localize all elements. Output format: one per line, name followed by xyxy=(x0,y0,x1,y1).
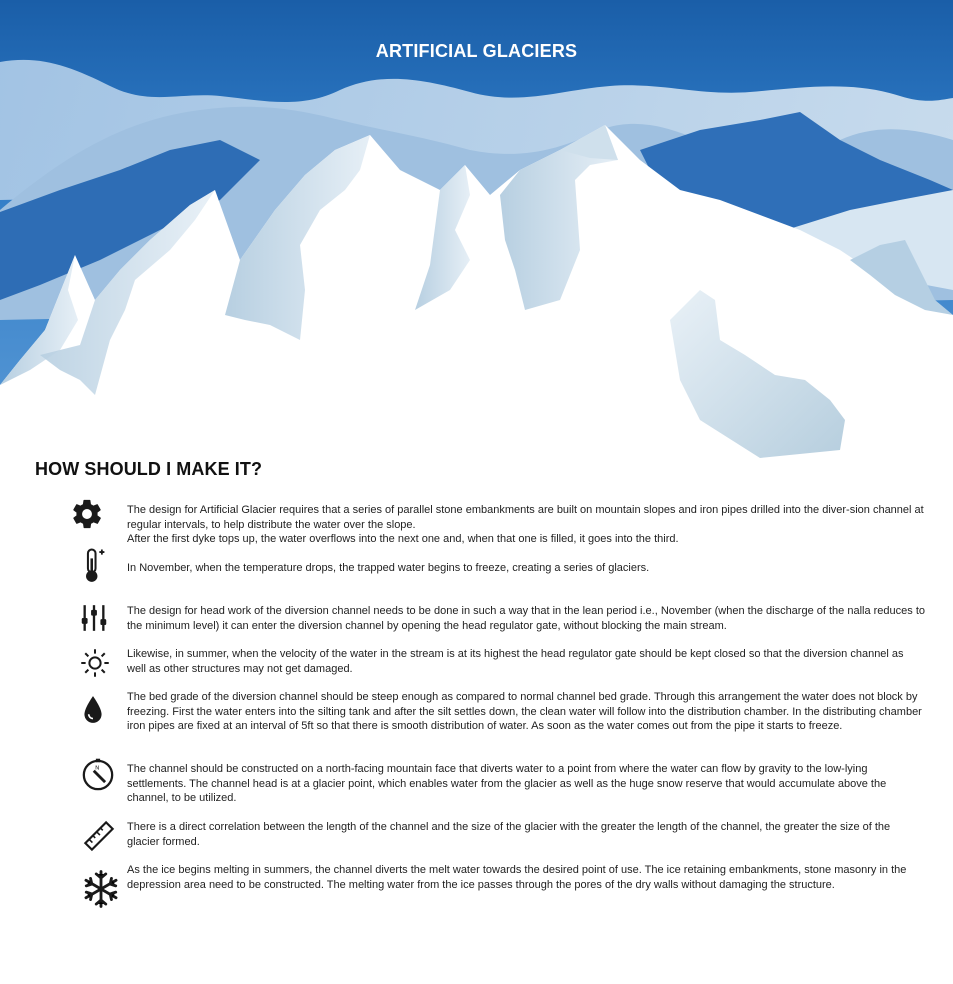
step-text xyxy=(127,820,925,849)
step-text xyxy=(127,647,925,676)
step-text xyxy=(127,561,925,576)
hero-illustration xyxy=(0,0,953,460)
mountain-landscape xyxy=(0,0,953,460)
step-paragraph: In November, when the temperature drops, the trapped water begins to freeze, creating a series of glaciers. xyxy=(127,562,650,574)
step-text xyxy=(127,690,925,734)
step-paragraph: The design for Artificial Glacier requires that a series of parallel stone embankments are built on mountain slopes and iron pipes drilled into the diver-sion channel at regular intervals, to help distribute the water over the slope. xyxy=(127,504,924,531)
page-title: ARTIFICIAL GLACIERS xyxy=(375,41,578,61)
step-text xyxy=(127,503,925,547)
step-paragraph: The channel should be constructed on a north-facing mountain face that diverts water to a point from where the water can flow by gravity to the low-lying settlements. The channel head is at a glacier point, which enables water from the glacier as well as the huge snow reserve that would accumulate above the channel, to be utilized. xyxy=(127,763,887,804)
ruler-icon xyxy=(83,820,115,852)
snowflake-icon xyxy=(82,870,120,908)
step-paragraph: There is a direct correlation between the length of the channel and the size of the glacier with the greater the length of the channel, the greater the size of the glacier formed. xyxy=(127,821,891,848)
sliders-icon xyxy=(80,604,108,632)
step-paragraph: The design for head work of the diversion channel needs to be done in such a way that in the lean period i.e., November (when the discharge of the nalla reduces to the minimum level) it can enter the diversion channel by opening the head regulator gate, without blocking the main stream. xyxy=(127,605,925,632)
step-text xyxy=(127,604,925,633)
step-paragraph: After the first dyke tops up, the water overflows into the next one and, when that one is filled, it goes into the third. xyxy=(127,533,679,545)
step-paragraph: The bed grade of the diversion channel should be steep enough as compared to normal channel bed grade. Through this arrangement the water does not block by freezing. First the water enters into the silting tank and after the silt settles down, the clean water will follow into the distribution chamber. In the distributing chamber iron pipes are fixed at an interval of 5ft so that there is smooth distribution of water. As soon as the water comes out from the pipe it starts to freeze. xyxy=(127,691,922,732)
water-drop-icon xyxy=(82,695,104,725)
step-paragraph: As the ice begins melting in summers, the channel diverts the melt water towards the desired point of use. The ice retaining embankments, stone masonry in the depression area need to be constructed. The melting water from the ice passes through the pores of the dry walls without damaging the structure. xyxy=(127,864,907,891)
step-text xyxy=(127,863,925,892)
compass-icon xyxy=(81,758,115,792)
gear-icon xyxy=(70,497,104,531)
thermometer-icon xyxy=(80,547,106,585)
step-paragraph: Likewise, in summer, when the velocity of the water in the stream is at its highest the head regulator gate should be kept closed so that the diversion channel as well as other structures may not get damaged. xyxy=(127,648,904,675)
sun-icon xyxy=(80,648,110,678)
section-title: HOW SHOULD I MAKE IT? xyxy=(35,459,263,479)
svg-text:N: N xyxy=(95,765,100,772)
step-text xyxy=(127,762,925,806)
